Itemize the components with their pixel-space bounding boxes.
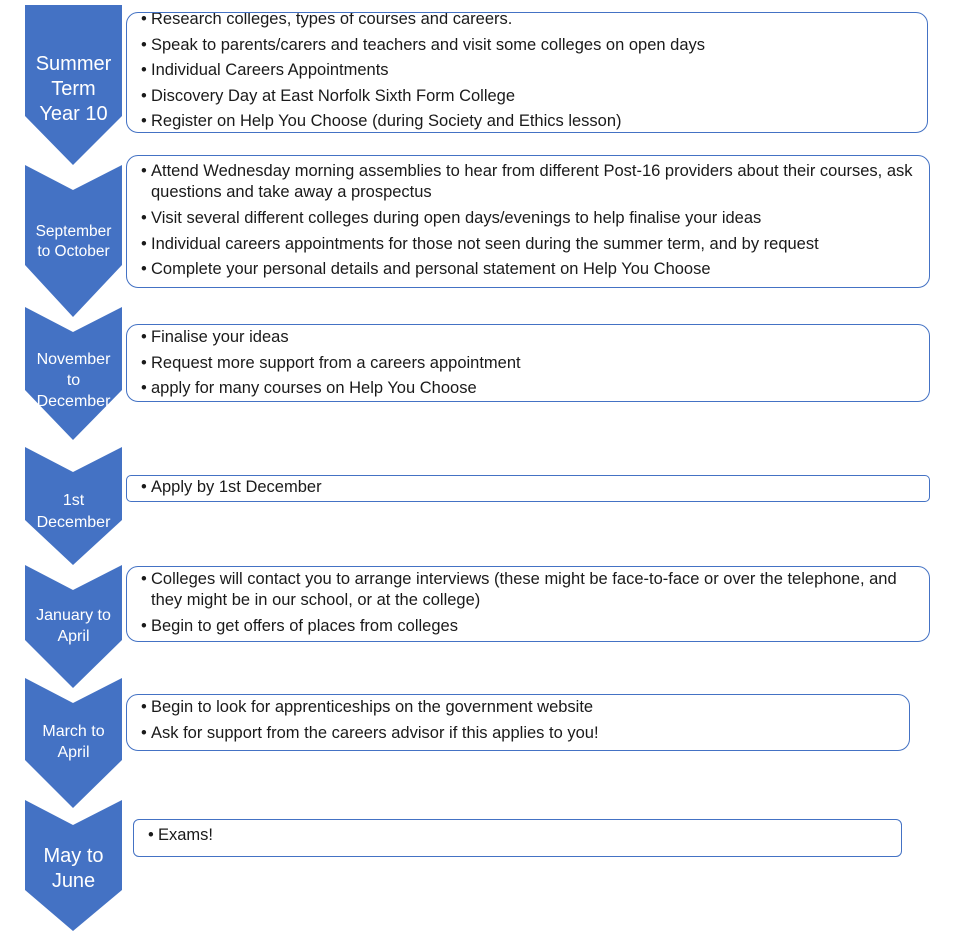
- stage-label-4: [25, 490, 122, 534]
- stage-label-2: [22, 222, 125, 262]
- stage-box-3: [126, 324, 930, 402]
- list-item: • Ask for support from the careers advisor if this applies to you!: [141, 721, 901, 747]
- stage-label-7-line-1: May to: [43, 845, 104, 867]
- list-item: • Request more support from a careers appointment: [141, 351, 921, 377]
- stage-label-3: [25, 349, 122, 412]
- list-item: • Apply by 1st December: [141, 475, 921, 501]
- stage-label-6-line-1: March to: [42, 723, 105, 740]
- stage-box-5: [126, 566, 930, 642]
- list-item: • apply for many courses on Help You Choose: [141, 376, 921, 402]
- list-item: • Begin to look for apprenticeships on the government website: [141, 695, 901, 721]
- list-item: • Finalise your ideas: [141, 325, 921, 351]
- stage-box-1: [126, 12, 928, 133]
- list-item: • Register on Help You Choose (during Society and Ethics lesson): [141, 109, 919, 133]
- list-item: • Exams!: [148, 823, 893, 849]
- stage-label-7-line-2: June: [51, 870, 96, 892]
- stage-box-2: [126, 155, 930, 288]
- stage-box-7: [133, 819, 902, 857]
- list-item: • Speak to parents/carers and teachers and visit some colleges on open days: [141, 33, 919, 59]
- stage-label-4-line-1: 1st: [62, 492, 85, 509]
- stage-label-4-line-2: December: [36, 514, 111, 531]
- stage-label-1-line-2: Term: [51, 78, 96, 100]
- stage-label-6-line-2: April: [57, 744, 90, 761]
- stage-label-5-line-1: January to: [36, 607, 111, 624]
- stage-label-3-line-1: November: [36, 351, 111, 368]
- stage-label-2-line-1: September: [35, 223, 112, 240]
- stage-label-5-line-2: April: [57, 628, 90, 645]
- stage-box-4: [126, 475, 930, 502]
- list-item: • Colleges will contact you to arrange interviews (these might be face-to-face or over the telephone, and they might be in our school, or at the college): [141, 569, 921, 611]
- list-item: • Individual Careers Appointments: [141, 58, 919, 84]
- list-item: • Discovery Day at East Norfolk Sixth Form College: [141, 84, 919, 110]
- stage-label-2-line-2: to October: [37, 243, 110, 260]
- stage-label-1: [25, 52, 122, 127]
- stage-label-3-line-3: December: [36, 393, 111, 410]
- stage-box-6: [126, 694, 910, 751]
- stage-label-6: [25, 721, 122, 763]
- list-item: • Complete your personal details and personal statement on Help You Choose: [141, 257, 921, 283]
- stage-label-7: [25, 844, 122, 894]
- stage-label-5: [25, 605, 122, 647]
- stage-label-3-line-2: to: [66, 372, 81, 389]
- stage-label-1-line-3: Year 10: [39, 103, 108, 125]
- list-item: • Research colleges, types of courses and careers.: [141, 12, 919, 33]
- list-item: • Begin to get offers of places from colleges: [141, 614, 921, 640]
- stage-label-1-line-1: Summer: [35, 53, 112, 75]
- list-item: • Attend Wednesday morning assemblies to hear from different Post-16 providers about their courses, ask questions and take away a prospectus: [141, 161, 921, 203]
- list-item: • Individual careers appointments for those not seen during the summer term, and by request: [141, 232, 921, 258]
- list-item: • Visit several different colleges during open days/evenings to help finalise your ideas: [141, 206, 921, 232]
